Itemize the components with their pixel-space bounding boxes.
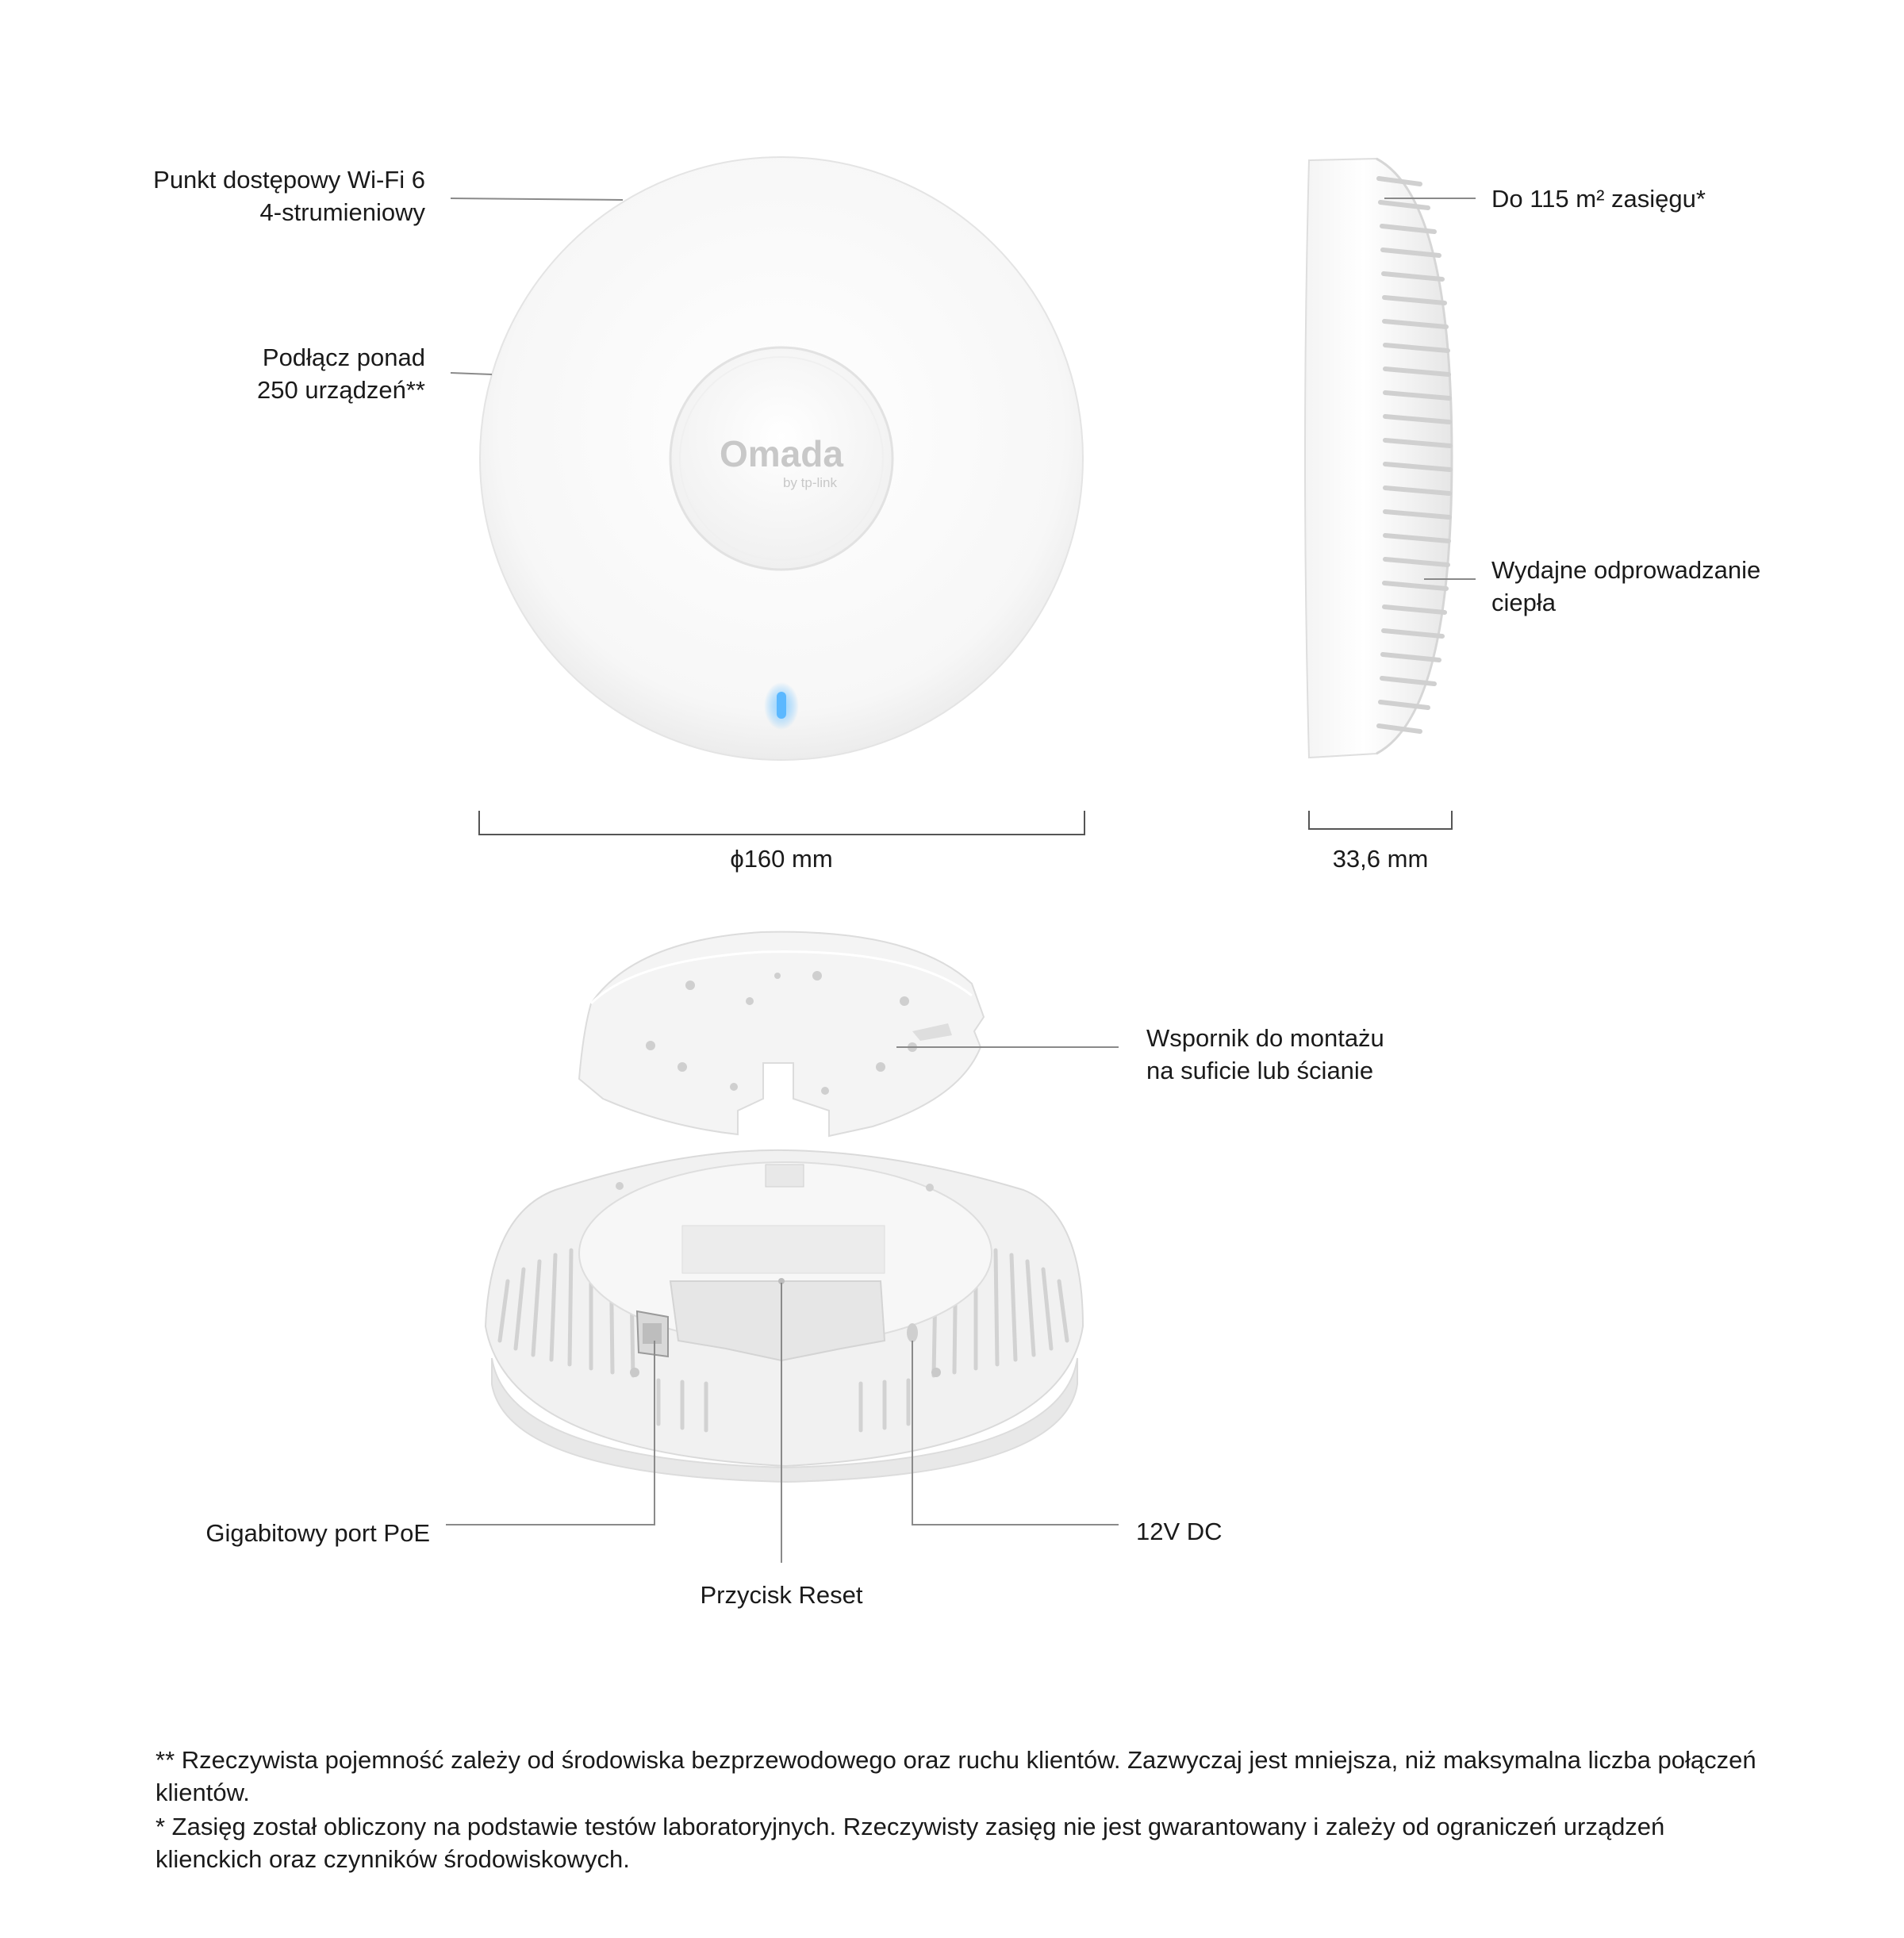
footnote-coverage — [155, 1810, 1758, 1875]
footnote-coverage-text: * Zasięg został obliczony na podstawie testów laboratoryjnych. Rzeczywisty zasięg nie jest gwarantowany i zależy od ograniczeń urządzeń klienckich oraz czynników środowiskowych. — [155, 1813, 1665, 1873]
dimension-brackets — [479, 811, 1452, 835]
coverage-callout-text: Do 115 m² zasięgu* — [1491, 185, 1706, 213]
heat-callout — [1491, 554, 1760, 619]
height-value: 33,6 mm — [1332, 845, 1429, 873]
dc-callout — [1136, 1515, 1223, 1548]
height-label — [1285, 842, 1476, 875]
diameter-value: ϕ160 mm — [730, 845, 833, 873]
mounting-bracket — [579, 932, 984, 1136]
clients-callout-line2: 250 urządzeń** — [257, 376, 425, 404]
wifi-callout — [111, 163, 425, 228]
coverage-callout — [1491, 182, 1706, 215]
status-led — [777, 692, 786, 719]
omada-logo: Omada — [720, 433, 843, 474]
top-view-access-point — [480, 157, 1083, 760]
poe-callout — [111, 1517, 430, 1549]
clients-callout-line1: Podłącz ponad — [262, 343, 425, 371]
wifi-callout-line1: Punkt dostępowy Wi-Fi 6 — [153, 166, 425, 194]
footnote-capacity — [155, 1744, 1758, 1809]
side-view-access-point — [1305, 159, 1452, 758]
dc-callout-text: 12V DC — [1136, 1518, 1223, 1545]
clients-callout — [111, 341, 425, 406]
poe-callout-text: Gigabitowy port PoE — [205, 1519, 430, 1547]
bracket-callout-line2: na suficie lub ścianie — [1146, 1057, 1374, 1084]
bracket-callout-line1: Wspornik do montażu — [1146, 1024, 1384, 1052]
footnote-capacity-text: ** Rzeczywista pojemność zależy od środowiska bezprzewodowego oraz ruchu klientów. Zazwyczaj jest mniejsza, niż maksymalna liczba połączeń klientów. — [155, 1746, 1756, 1806]
bracket-callout — [1146, 1022, 1384, 1087]
diameter-label — [662, 842, 900, 875]
tp-link-logo: by tp-link — [782, 475, 837, 490]
wifi-callout-line2: 4-strumieniowy — [259, 198, 425, 226]
bottom-view-access-point — [486, 1150, 1083, 1482]
heat-callout-line2: ciepła — [1491, 589, 1556, 616]
heat-callout-line1: Wydajne odprowadzanie — [1491, 556, 1761, 584]
reset-callout-text: Przycisk Reset — [700, 1581, 863, 1609]
reset-callout — [662, 1579, 900, 1611]
